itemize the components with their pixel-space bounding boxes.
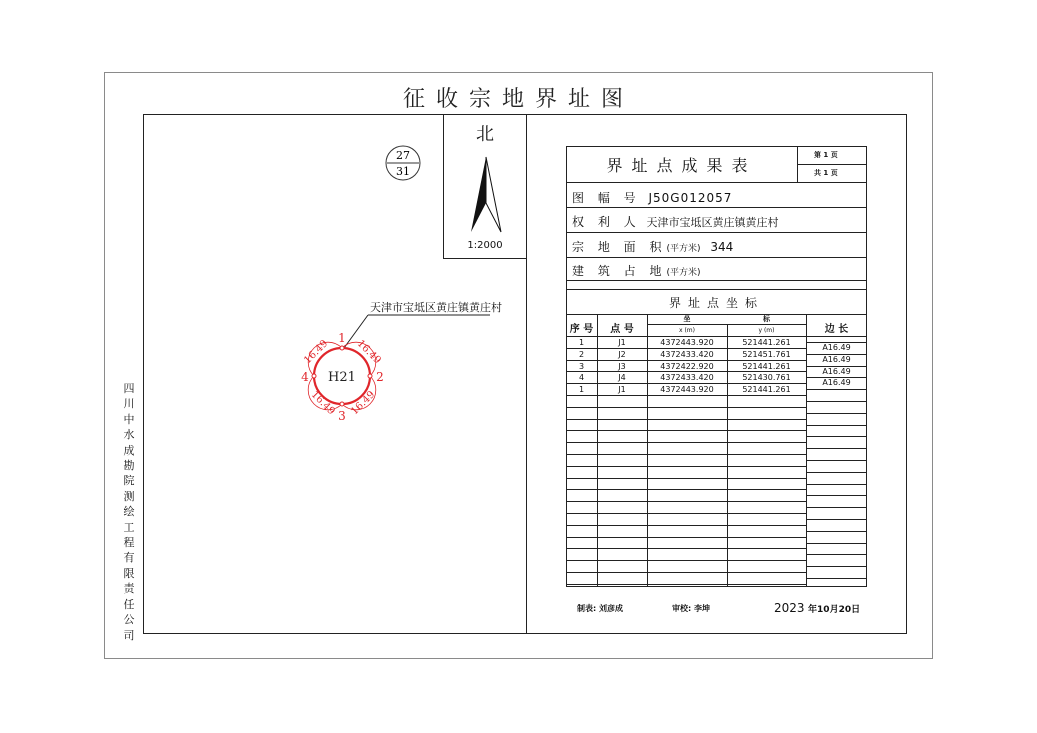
col-x-header: x (m) xyxy=(679,327,695,334)
row-edge: A16.49 xyxy=(822,378,851,388)
date xyxy=(774,601,860,615)
point-label-3: 3 xyxy=(338,409,346,422)
col-coord-header-2: 标 xyxy=(763,315,770,323)
col-seq-header: 序 号 xyxy=(569,324,594,335)
page-box-mid xyxy=(797,164,867,165)
row-y: 521430.761 xyxy=(742,373,791,383)
grid-line xyxy=(806,401,867,402)
boundary-point-2 xyxy=(368,374,372,378)
grid-line xyxy=(806,389,867,390)
grid-line xyxy=(806,484,867,485)
grid-line xyxy=(806,460,867,461)
row-line xyxy=(566,182,867,183)
row-point: J2 xyxy=(618,349,626,359)
row-seq: 4 xyxy=(578,373,585,383)
row-x: 4372433.420 xyxy=(660,373,714,383)
grid-line xyxy=(566,537,806,538)
grid-line xyxy=(566,442,806,443)
row-y: 521441.261 xyxy=(742,361,791,371)
page-current: 第 1 页 xyxy=(814,151,838,159)
grid-line xyxy=(566,489,806,490)
scale-label: 1:2000 xyxy=(467,240,503,251)
col-coord-header-1: 坐 xyxy=(683,315,691,323)
grid-line xyxy=(806,448,867,449)
grid-line xyxy=(806,578,867,579)
grid-line xyxy=(566,572,806,573)
row-x: 4372422.920 xyxy=(660,361,714,371)
grid-line xyxy=(566,466,806,467)
edge-label-nw: 16.49 xyxy=(302,338,331,367)
row-line xyxy=(566,289,867,290)
col-y-header: y (m) xyxy=(758,327,775,334)
sheet-index-top: 27 xyxy=(396,149,410,162)
edge-label-ne: 16.49 xyxy=(354,338,383,367)
grid-line xyxy=(566,501,806,502)
row-seq: 2 xyxy=(578,349,585,359)
date-rest: 年10月20日 xyxy=(808,605,861,615)
row-line xyxy=(566,232,867,233)
page-title: 征收宗地界址图 xyxy=(402,87,634,112)
maker: 制表: 刘彦成 xyxy=(577,604,623,613)
grid-line xyxy=(566,548,806,549)
building-row xyxy=(572,262,700,279)
row-seq: 1 xyxy=(578,338,585,347)
grid-line xyxy=(566,478,806,479)
checker: 审校: 李坤 xyxy=(672,604,710,613)
grid-line xyxy=(806,425,867,426)
owner-label: 权 利 人 xyxy=(572,215,641,229)
grid-line xyxy=(566,454,806,455)
grid-line xyxy=(806,507,867,508)
grid-line xyxy=(566,513,806,514)
coord-title: 界址点坐标 xyxy=(668,296,764,310)
area-unit: (平方米) xyxy=(666,244,701,254)
row-seq: 3 xyxy=(578,361,585,371)
grid-line xyxy=(806,543,867,544)
col-edge-header: 边 长 xyxy=(824,324,849,335)
sheet-index-badge xyxy=(385,145,421,181)
owner-value: 天津市宝坻区黄庄镇黄庄村 xyxy=(646,216,779,229)
edge-label-se: 16.49 xyxy=(349,389,378,418)
row-edge: A16.49 xyxy=(822,343,851,352)
row-y: 521441.261 xyxy=(742,338,791,347)
owner-row xyxy=(572,213,778,230)
row-x: 4372443.920 xyxy=(660,385,714,395)
boundary-point-1 xyxy=(340,346,344,350)
sheet-index-bottom: 31 xyxy=(396,165,410,178)
row-line xyxy=(566,207,867,208)
col-point-header: 点 号 xyxy=(610,324,634,335)
area-label: 宗 地 面 积 xyxy=(572,240,667,254)
edge-label-sw: 16.49 xyxy=(308,389,337,418)
building-label: 建 筑 占 地 xyxy=(572,264,667,278)
point-label-1: 1 xyxy=(338,331,346,345)
row-y: 521441.261 xyxy=(742,385,791,395)
row-edge: A16.49 xyxy=(822,354,851,364)
grid-line xyxy=(806,413,867,414)
date-year: 2023 xyxy=(774,601,805,615)
building-unit: (平方米) xyxy=(666,268,701,278)
row-point: J1 xyxy=(618,385,626,395)
row-x: 4372443.920 xyxy=(660,338,714,347)
row-line xyxy=(566,257,867,258)
grid-line xyxy=(566,560,806,561)
area-value: 344 xyxy=(710,240,734,254)
grid-line xyxy=(566,419,806,420)
row-point: J1 xyxy=(618,338,626,347)
grid-line xyxy=(806,519,867,520)
grid-line xyxy=(566,584,806,585)
north-label: 北 xyxy=(476,124,494,145)
table-title: 界址点成果表 xyxy=(606,156,757,175)
row-point: J3 xyxy=(618,361,626,371)
parcel-drawing xyxy=(296,330,388,422)
row-x: 4372433.420 xyxy=(660,349,714,359)
boundary-point-3 xyxy=(340,402,344,406)
grid-line xyxy=(806,495,867,496)
boundary-point-4 xyxy=(312,374,316,378)
grid-line xyxy=(806,566,867,567)
map-no-label: 图 幅 号 xyxy=(572,191,641,205)
parcel-location-label: 天津市宝坻区黄庄镇黄庄村 xyxy=(370,301,502,314)
grid-line xyxy=(806,472,867,473)
row-seq: 1 xyxy=(578,385,585,395)
page-total: 共 1 页 xyxy=(814,169,838,177)
row-point: J4 xyxy=(618,373,626,383)
point-label-4: 4 xyxy=(301,370,309,384)
row-line xyxy=(566,280,867,281)
area-row xyxy=(572,238,733,255)
grid-line xyxy=(806,531,867,532)
point-label-2: 2 xyxy=(376,370,384,384)
north-arrow-icon xyxy=(470,155,502,235)
grid-line xyxy=(806,554,867,555)
row-edge: A16.49 xyxy=(822,366,851,376)
grid-line xyxy=(566,430,806,431)
map-no-value: J50G012057 xyxy=(648,191,733,205)
parcel-id: H21 xyxy=(328,370,356,385)
grid-line xyxy=(566,525,806,526)
grid-line xyxy=(566,407,806,408)
company-name: 四 川 中 水 成 勘 院 测 绘 工 程 有 限 责 任 公 司 xyxy=(123,382,135,642)
grid-line xyxy=(806,436,867,437)
row-y: 521451.761 xyxy=(742,349,791,359)
map-no-row xyxy=(572,189,732,206)
